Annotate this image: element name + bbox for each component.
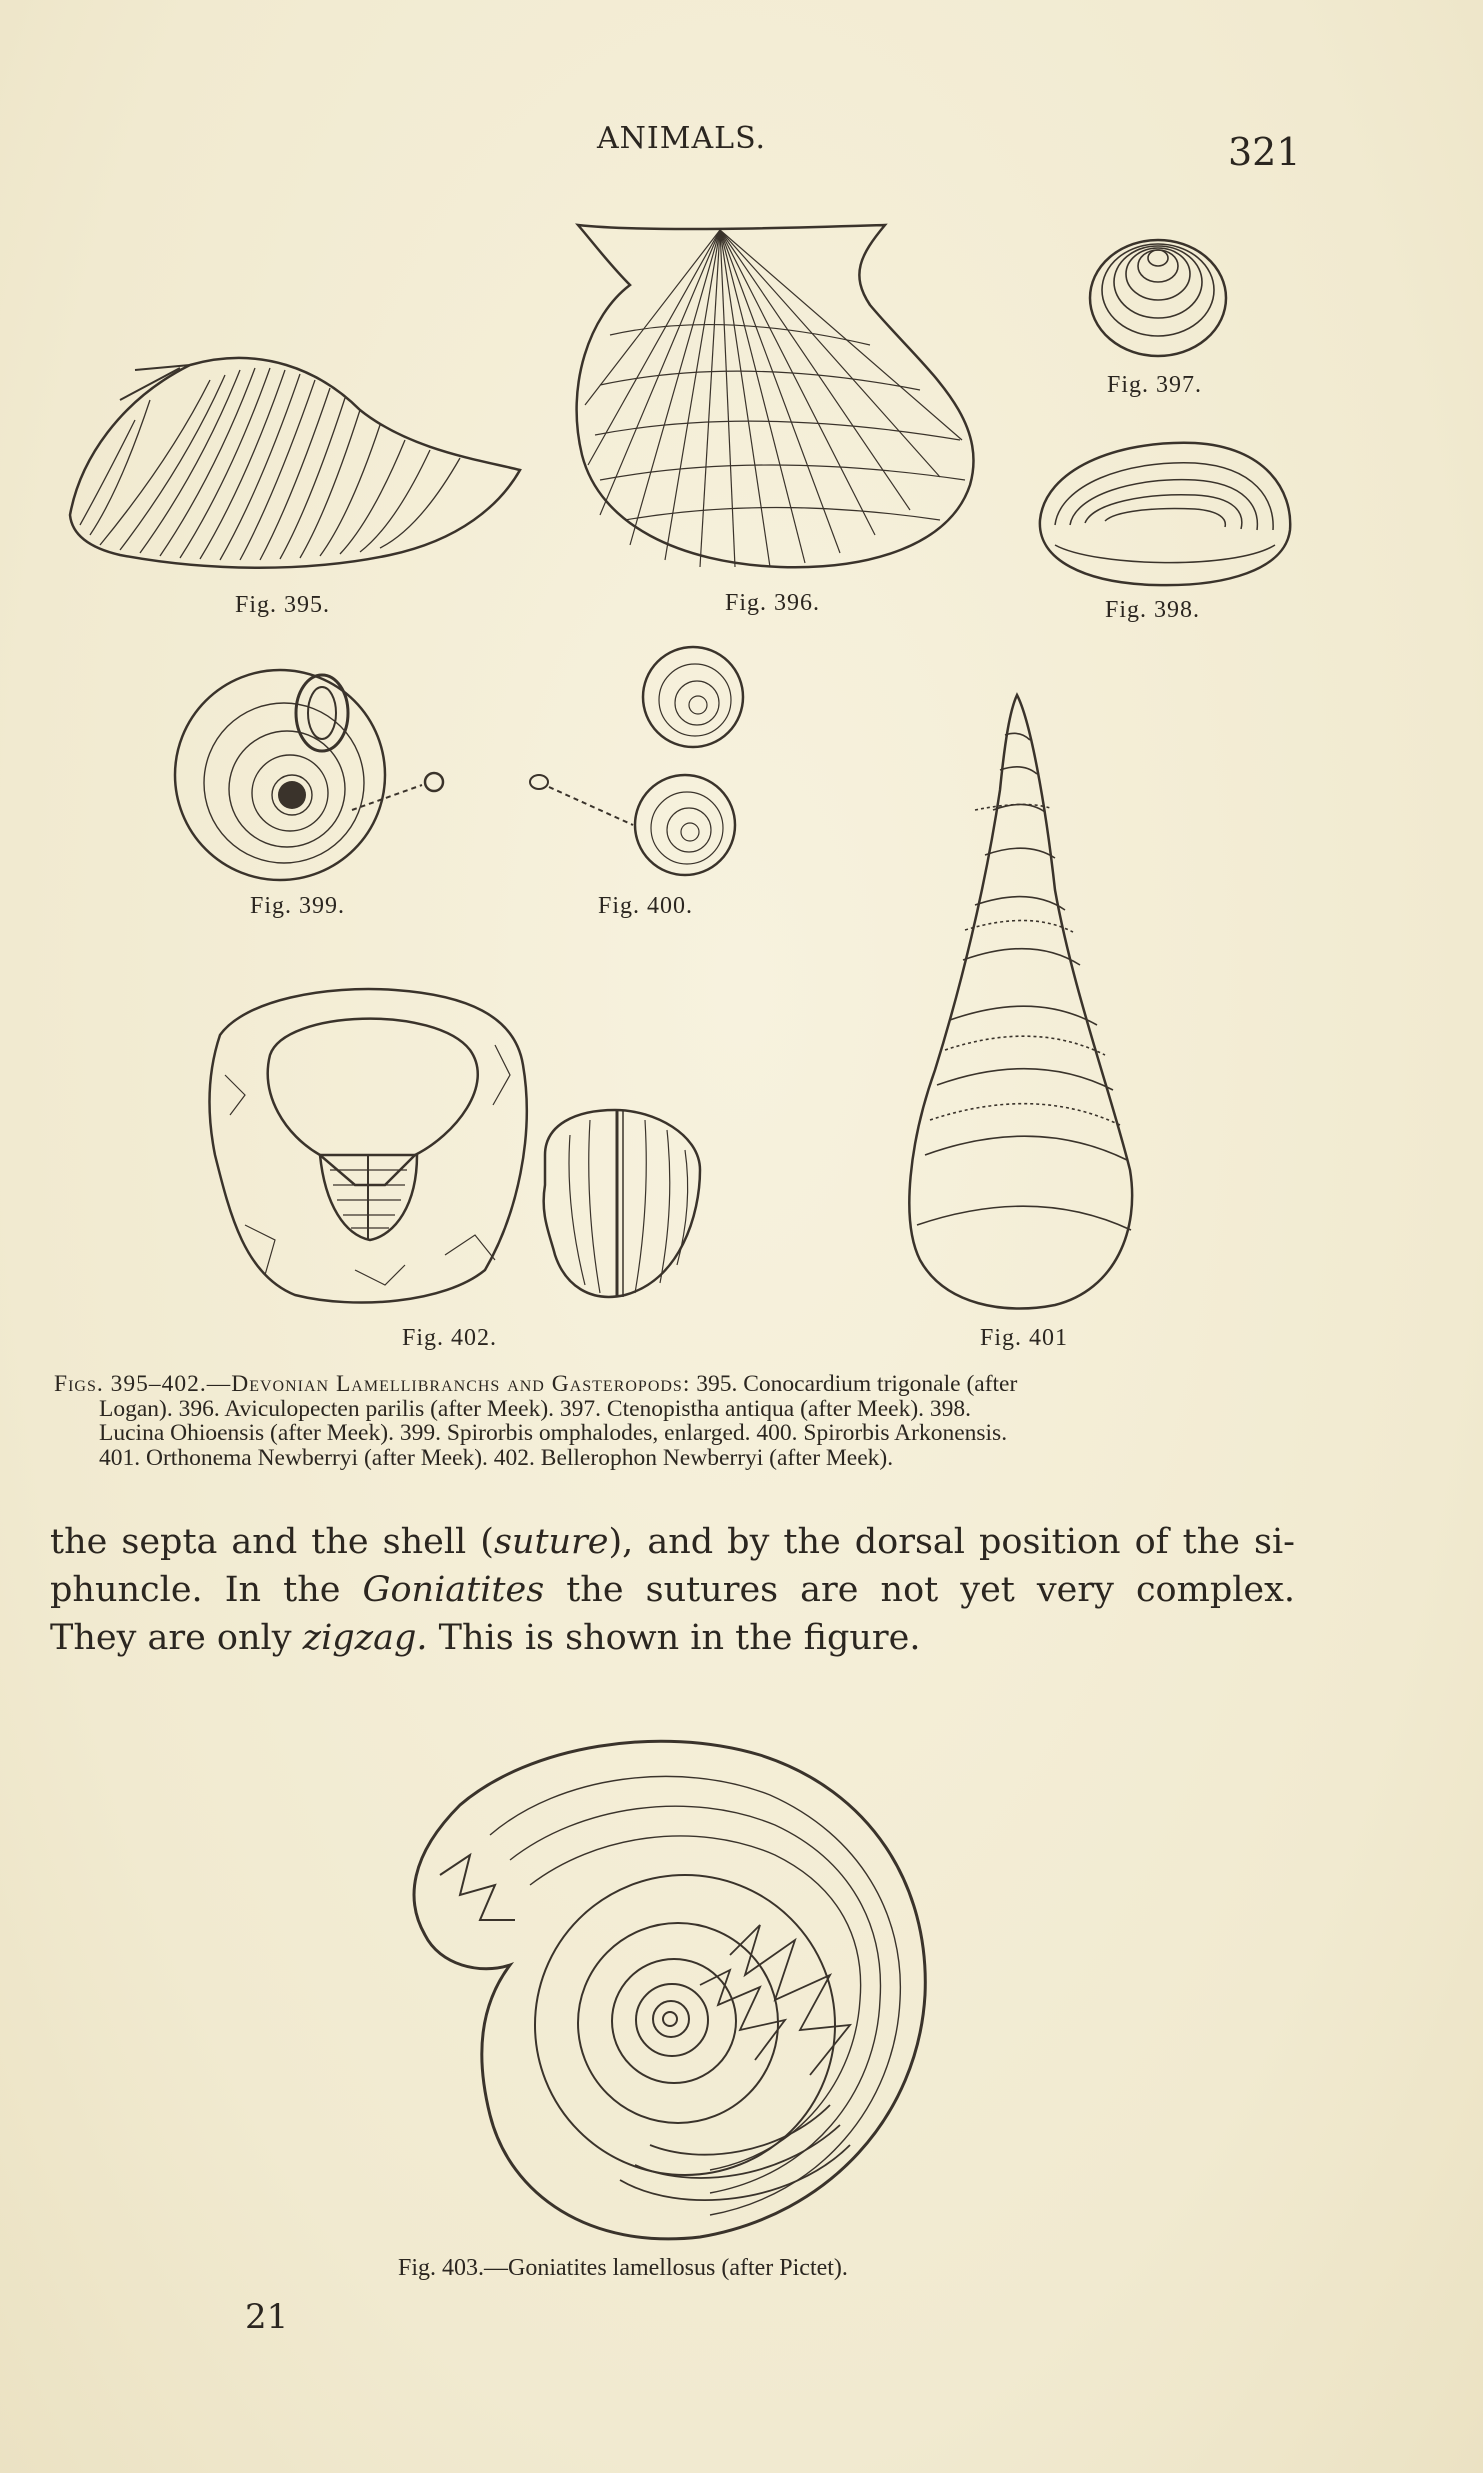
body-emphasis: zigzag. <box>302 1618 428 1658</box>
body-line-1 <box>50 1518 1295 1566</box>
fig399-caption: Fig. 399. <box>250 893 346 919</box>
body-text-run: They are only <box>50 1618 303 1658</box>
plate-caption <box>54 1372 1292 1470</box>
fig401-illustration <box>905 690 1140 1310</box>
body-emphasis: Goniatites <box>362 1570 545 1610</box>
body-line-2 <box>50 1566 1295 1614</box>
caption-label: Figs. 395–402.— <box>54 1371 232 1397</box>
signature-mark: 21 <box>245 2297 289 2337</box>
fig402-illustration <box>205 985 705 1310</box>
fig397-caption: Fig. 397. <box>1107 372 1203 398</box>
fig402-caption: Fig. 402. <box>402 1325 498 1351</box>
body-text-run: the sutures are not yet very complex. <box>544 1570 1295 1610</box>
fig396-caption: Fig. 396. <box>725 590 821 616</box>
fig396-illustration <box>570 215 990 575</box>
fig400-illustration <box>525 645 755 885</box>
fig403-caption: Fig. 403.—Goniatites lamellosus (after Pictet). <box>398 2255 848 2281</box>
body-line-3 <box>50 1614 1295 1662</box>
caption-heading: Devonian Lamellibranchs and Gasteropods: <box>231 1371 691 1397</box>
fig399-illustration <box>172 665 452 885</box>
fig395-illustration <box>60 340 530 580</box>
caption-line1-rest: 395. Conocardium trigonale (after <box>690 1371 1018 1397</box>
caption-line-3: Lucina Ohioensis (after Meek). 399. Spirorbis omphalodes, enlarged. 400. Spirorbis Arkonensis. <box>99 1420 1008 1446</box>
body-text-run: ), and by the dorsal position of the si- <box>608 1522 1295 1562</box>
body-paragraph <box>50 1518 1295 1662</box>
fig398-illustration <box>1035 435 1295 590</box>
running-head: ANIMALS. <box>597 121 767 156</box>
fig400-caption: Fig. 400. <box>598 893 694 919</box>
body-text-run: This is shown in the figure. <box>427 1618 921 1658</box>
body-text-run: the septa and the shell ( <box>50 1522 494 1562</box>
caption-line-1 <box>54 1372 1292 1397</box>
caption-line-2: Logan). 396. Aviculopecten parilis (after Meek). 397. Ctenopistha antiqua (after Meek). 398. <box>99 1395 972 1422</box>
body-emphasis: suture <box>493 1522 609 1562</box>
caption-line-4: 401. Orthonema Newberryi (after Meek). 402. Bellerophon Newberryi (after Meek). <box>99 1444 894 1471</box>
fig397-illustration <box>1088 230 1228 360</box>
fig403-illustration <box>400 1725 935 2245</box>
fig395-caption: Fig. 395. <box>235 592 331 618</box>
fig398-caption: Fig. 398. <box>1105 597 1201 623</box>
fig401-caption: Fig. 401 <box>980 1325 1069 1351</box>
page-number: 321 <box>1228 130 1301 174</box>
body-text-run: phuncle. In the <box>50 1570 363 1610</box>
